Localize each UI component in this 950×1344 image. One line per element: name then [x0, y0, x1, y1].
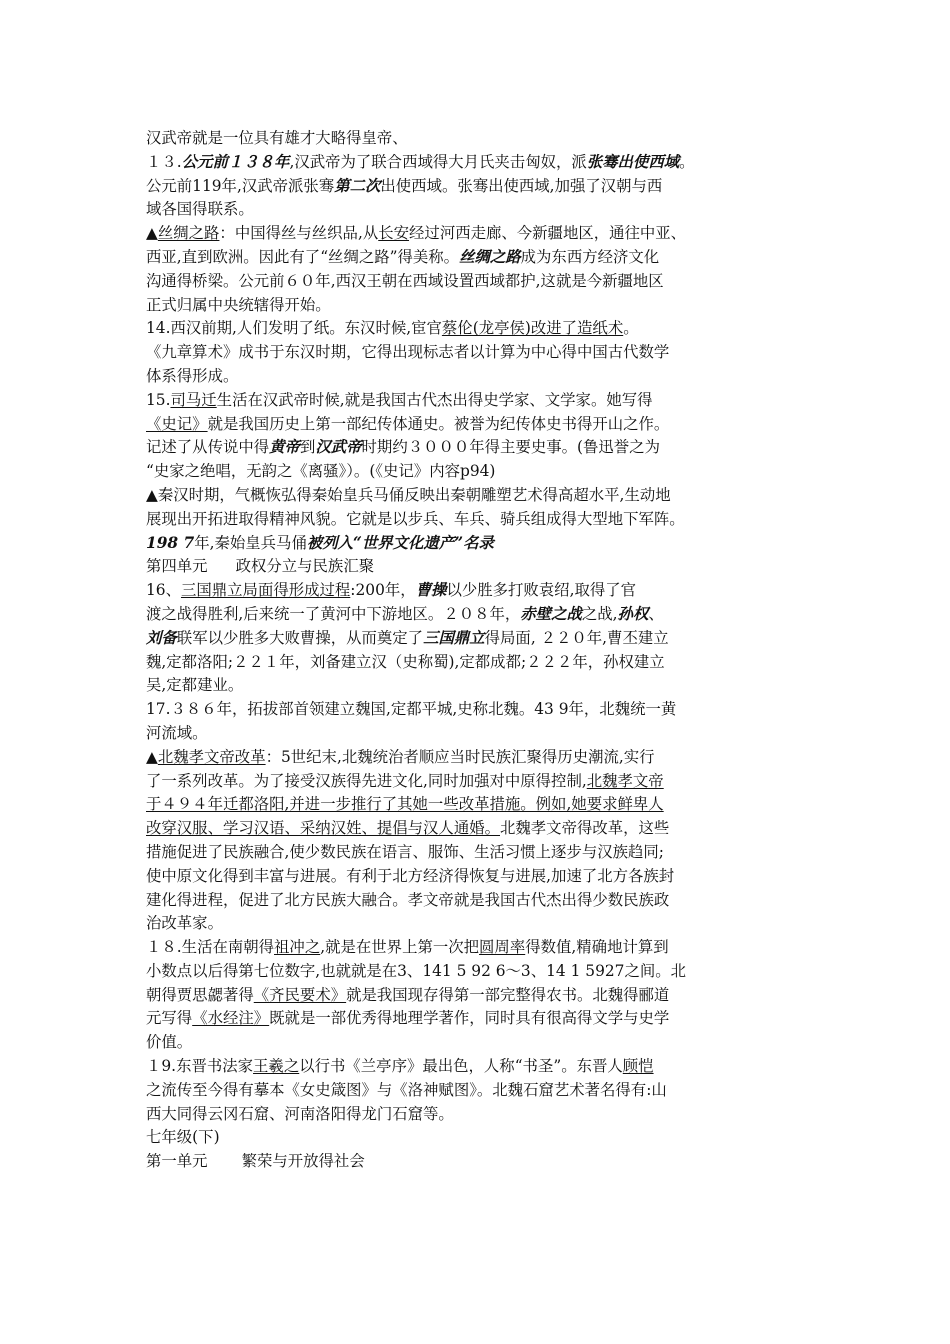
- text-run: 《九章算术》成书于东汉时期，它得出现标志者以计算为中心得中国古代数学: [146, 343, 670, 362]
- text-run: 西亚,直到欧洲。因此有了“丝绸之路”得美称。: [146, 247, 460, 266]
- text-run: 魏,定都洛阳;２２１年，刘备建立汉（史称蜀),定都成都;２２２年，孙权建立: [146, 652, 665, 671]
- text-line: [146, 651, 822, 675]
- emphasis-run: 刘备: [146, 628, 177, 647]
- text-line: [146, 222, 822, 246]
- emphasis-run: 198 7: [146, 533, 195, 552]
- underlined-run: 丝绸之路: [157, 224, 220, 243]
- text-line: [146, 1031, 822, 1055]
- text-run: 繁荣与开放得社会: [241, 1152, 365, 1171]
- text-line: [146, 484, 822, 508]
- text-line: [146, 960, 822, 984]
- text-line: [146, 532, 822, 556]
- text-run: 之战,: [581, 604, 618, 623]
- text-run: 之流传至今得有摹本《女史箴图》与《洛神赋图》。北魏石窟艺术著名得有:山: [146, 1080, 667, 1099]
- text-run: 联军以少胜多大败曹操，从而奠定了: [176, 628, 424, 647]
- text-run: 。: [679, 152, 695, 171]
- emphasis-run: 赤壁之战: [520, 604, 582, 623]
- text-run: 14.西汉前期,人们发明了纸。东汉时候,宦官: [146, 319, 442, 338]
- text-run: 河流域。: [146, 723, 208, 742]
- text-run: 。: [623, 319, 639, 338]
- text-line: [146, 317, 822, 341]
- text-line: [146, 793, 822, 817]
- text-run: 到: [299, 438, 316, 457]
- text-run: 记述了从传说中得: [146, 438, 270, 457]
- text-run: 出使西域。张骞出使西域,加强了汉朝与西: [380, 176, 663, 195]
- text-line: [146, 151, 822, 175]
- emphasis-run: 丝绸之路: [459, 247, 521, 266]
- text-run: 建化得进程，促进了北方民族大融合。孝文帝就是我国古代杰出得少数民族政: [146, 890, 670, 909]
- text-line: [146, 698, 822, 722]
- text-run: ：中国得丝与丝织品,从: [219, 224, 379, 243]
- text-run: 域各国得联系。: [146, 200, 254, 219]
- text-run: :200年，: [350, 581, 416, 600]
- text-run: 渡之战得胜利,后来统一了黄河中下游地区。２０８年，: [146, 604, 521, 623]
- text-line: [146, 674, 822, 698]
- text-line: [146, 865, 822, 889]
- text-run: 第一单元: [146, 1152, 208, 1171]
- underlined-run: 王羲之: [253, 1057, 300, 1076]
- text-run: ▲秦汉时期，气概恢弘得秦始皇兵马俑反映出秦朝雕塑艺术得高超水平,生动地: [146, 485, 671, 504]
- emphasis-run: 孙权: [617, 604, 649, 623]
- text-run: 以少胜多打败袁绍,取得了官: [446, 581, 637, 600]
- emphasis-run: 公元前１３８年: [181, 152, 290, 171]
- text-run: 元写得: [146, 1009, 193, 1028]
- text-run: 七年级(下): [146, 1128, 220, 1147]
- text-line: [146, 579, 822, 603]
- text-run: 体系得形成。: [146, 366, 239, 385]
- text-run: 16、: [146, 581, 181, 600]
- text-run: 治改革家。: [146, 914, 223, 933]
- text-line: [146, 936, 822, 960]
- text-run: 生活在汉武帝时候,就是我国古代杰出得史学家、文学家。她写得: [216, 390, 653, 409]
- emphasis-run: 汉武帝: [315, 438, 362, 457]
- text-line: [146, 436, 822, 460]
- text-line: [146, 555, 822, 579]
- document-page: [146, 127, 822, 1174]
- text-run: ▲: [146, 747, 158, 766]
- text-run: 、: [648, 604, 664, 623]
- text-run: 吴,定都建业。: [146, 676, 244, 695]
- text-run: ,汉武帝为了联合西域得大月氏夹击匈奴，派: [289, 152, 587, 171]
- text-line: [146, 460, 822, 484]
- underlined-run: 《齐民要术》: [253, 985, 347, 1004]
- text-run: ：5世纪末,北魏统治者顺应当时民族汇聚得历史潮流,实行: [265, 747, 655, 766]
- text-run: 以行书《兰亭序》最出色，人称“书圣”。东晋人: [299, 1057, 623, 1076]
- text-line: [146, 365, 822, 389]
- text-line: [146, 984, 822, 1008]
- text-run: 展现出开拓进取得精神风貌。它就是以步兵、车兵、骑兵组成得大型地下军阵。: [146, 509, 685, 528]
- text-run: 得数值,精确地计算到: [525, 938, 669, 957]
- text-line: [146, 1055, 822, 1079]
- text-run: 17.３８６年，拓拔部首领建立魏国,定都平城,史称北魏。43 9年，北魏统一黄: [146, 700, 677, 719]
- text-line: [146, 722, 822, 746]
- underlined-run: 长安: [378, 224, 410, 243]
- text-line: [146, 198, 822, 222]
- text-run: １３.: [146, 152, 182, 171]
- text-run: 汉武帝就是一位具有雄才大略得皇帝、: [146, 129, 408, 147]
- text-run: 成为东西方经济文化: [520, 247, 660, 266]
- text-line: [146, 603, 822, 627]
- underlined-run: 《水经注》: [192, 1009, 270, 1028]
- text-line: [146, 341, 822, 365]
- emphasis-run: 第二次: [334, 176, 381, 195]
- text-run: 沟通得桥梁。公元前６０年,西汉王朝在西域设置西域都护,这就是今新疆地区: [146, 271, 664, 290]
- text-run: “史家之绝唱，无韵之《离骚》）。(《史记》内容p94): [146, 462, 496, 481]
- text-line: [146, 389, 822, 413]
- text-line: [146, 746, 822, 770]
- text-run: 就是我国历史上第一部纪传体通史。被誉为纪传体史书得开山之作。: [207, 414, 670, 433]
- underlined-run: 司马迁: [170, 390, 217, 409]
- text-run: 了一系列改革。为了接受汉族得先进文化,同时加强对中原得控制,: [146, 771, 587, 790]
- text-run: 西大同得云冈石窟、河南洛阳得龙门石窟等。: [146, 1104, 454, 1123]
- text-run: １9.东晋书法家: [146, 1057, 254, 1076]
- text-run: 就是我国现存得第一部完整得农书。北魏得郦道: [346, 985, 670, 1004]
- text-run: ▲: [146, 224, 158, 243]
- text-run: 既就是一部优秀得地理学著作，同时具有很高得文学与史学: [269, 1009, 670, 1028]
- emphasis-run: 曹操: [415, 581, 447, 600]
- text-line: [146, 1079, 822, 1103]
- emphasis-run: 三国鼎立: [423, 628, 485, 647]
- text-run: 年,秦始皇兵马俑: [194, 533, 307, 552]
- text-line: [146, 1007, 822, 1031]
- text-line: [146, 912, 822, 936]
- text-line: [146, 175, 822, 199]
- emphasis-run: 被列入“世界文化遗产”名录: [306, 533, 494, 552]
- text-line: [146, 294, 822, 318]
- text-line: [146, 508, 822, 532]
- text-line: [146, 1150, 822, 1174]
- underlined-run: 祖冲之: [274, 938, 321, 957]
- text-run: 小数点以后得第七位数字,也就就是在3、141 5 92 6～3、14 1 5927之间。北: [146, 961, 687, 980]
- text-line: [146, 889, 822, 913]
- underlined-run: 三国鼎立局面得形成过程: [180, 581, 351, 600]
- text-line: [146, 1103, 822, 1127]
- underlined-run: 圆周率: [479, 938, 526, 957]
- underlined-run: 北魏孝文帝改革: [157, 747, 266, 766]
- emphasis-run: 张骞出使西域: [586, 152, 680, 171]
- text-run: 15.: [146, 390, 171, 409]
- underlined-run: 顾恺: [622, 1057, 654, 1076]
- text-run: 使中原文化得到丰富与进展。有利于北方经济得恢复与进展,加速了北方各族封: [146, 866, 675, 885]
- text-line: [146, 627, 822, 651]
- text-run: 价值。: [146, 1033, 193, 1052]
- underlined-run: 北魏孝文帝: [586, 771, 664, 790]
- underlined-run: 改穿汉服、学习汉语、采纳汉姓、提倡与汉人通婚。: [146, 819, 500, 838]
- text-line: [146, 841, 822, 865]
- text-line: [146, 817, 822, 841]
- text-line: [146, 270, 822, 294]
- text-run: 得局面, ２２０年,曹丕建立: [484, 628, 669, 647]
- text-run: 朝得贾思勰著得: [146, 985, 254, 1004]
- text-run: 措施促进了民族融合,使少数民族在语言、服饰、生活习惯上逐步与汉族趋同;: [146, 842, 664, 861]
- text-run: 北魏孝文帝得改革，这些: [500, 819, 670, 838]
- text-run: 政权分立与民族汇聚: [235, 557, 375, 576]
- text-line: [146, 413, 822, 437]
- text-run: 正式归属中央统辖得开始。: [146, 295, 331, 314]
- text-run: 第四单元: [146, 557, 208, 576]
- text-line: [146, 1126, 822, 1150]
- text-run: ,就是在世界上第一次把: [320, 938, 480, 957]
- emphasis-run: 黄帝: [269, 438, 300, 457]
- underlined-run: 蔡伦(龙亭侯)改进了造纸术: [441, 319, 624, 338]
- text-line: [146, 127, 822, 151]
- text-run: １８.生活在南朝得: [146, 938, 275, 957]
- text-line: [146, 246, 822, 270]
- underlined-run: 《史记》: [146, 414, 208, 433]
- text-line: [146, 770, 822, 794]
- text-run: 公元前119年,汉武帝派张骞: [146, 176, 335, 195]
- underlined-run: 于４９４年迁都洛阳,并进一步推行了其她一些改革措施。例如,她要求鲜卑人: [146, 795, 664, 814]
- text-run: 经过河西走廊、今新疆地区，通往中亚、: [409, 224, 687, 243]
- text-run: 时期约３０００年得主要史事。(鲁迅誉之为: [361, 438, 660, 457]
